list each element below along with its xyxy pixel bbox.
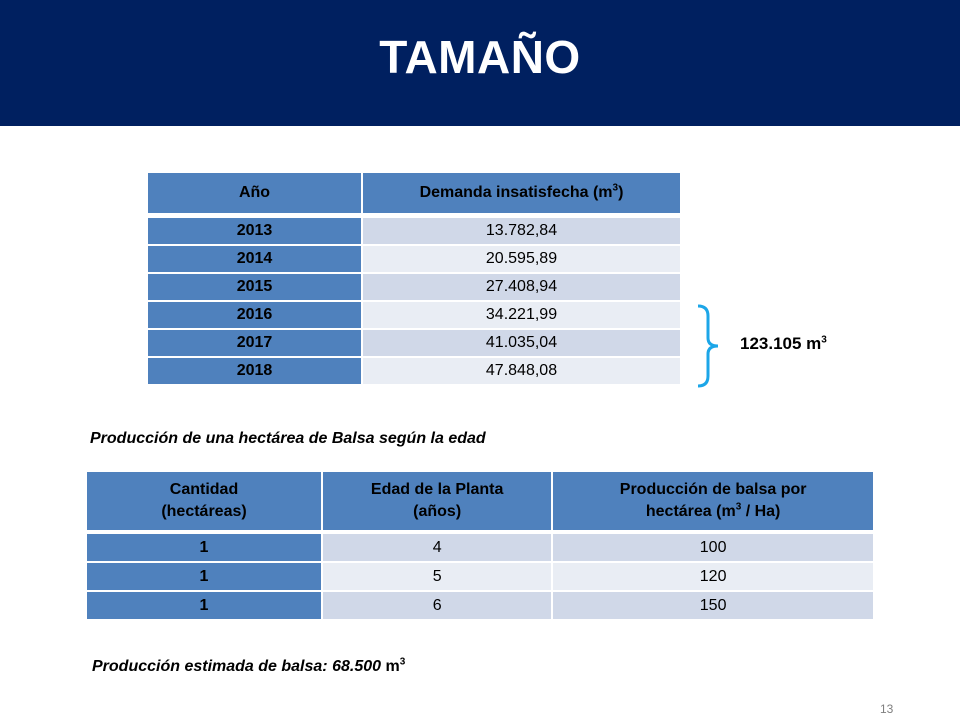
table-row bbox=[148, 246, 680, 274]
table-row bbox=[148, 302, 680, 330]
table-row bbox=[148, 218, 680, 246]
header-line: (hectáreas) bbox=[161, 503, 247, 520]
demand-header-close: ) bbox=[618, 184, 624, 201]
estimate-label: Producción estimada de balsa: 68.500 bbox=[92, 658, 382, 675]
cubic-sup: 3 bbox=[612, 182, 619, 194]
page-number: 13 bbox=[880, 702, 894, 716]
table-row bbox=[87, 563, 873, 592]
demand-cell: 13.782,84 bbox=[363, 218, 680, 246]
demand-table bbox=[148, 173, 680, 386]
table-row bbox=[87, 592, 873, 621]
production-column-header bbox=[553, 472, 873, 534]
production-cell: 150 bbox=[553, 592, 873, 621]
estimate-unit: m bbox=[381, 658, 400, 675]
estimated-production bbox=[92, 658, 405, 676]
age-column-header bbox=[323, 472, 553, 534]
header-line: Edad de la Planta bbox=[370, 481, 504, 498]
header-sup: 3 bbox=[735, 501, 742, 513]
demand-cell: 34.221,99 bbox=[363, 302, 680, 330]
table-row bbox=[87, 534, 873, 563]
quantity-column-header bbox=[87, 472, 323, 534]
table-row bbox=[148, 358, 680, 386]
production-cell: 100 bbox=[553, 534, 873, 563]
quantity-cell: 1 bbox=[87, 592, 323, 621]
year-cell: 2015 bbox=[148, 274, 363, 302]
total-sup: 3 bbox=[821, 334, 827, 346]
demand-cell: 27.408,94 bbox=[363, 274, 680, 302]
total-value: 123.105 m bbox=[740, 334, 822, 353]
total-demand-label bbox=[740, 334, 827, 354]
table-header-row bbox=[148, 173, 680, 218]
demand-cell: 20.595,89 bbox=[363, 246, 680, 274]
table-row bbox=[148, 330, 680, 358]
quantity-cell: 1 bbox=[87, 563, 323, 592]
age-cell: 5 bbox=[323, 563, 553, 592]
header-line: Producción de balsa por bbox=[619, 481, 807, 498]
age-cell: 6 bbox=[323, 592, 553, 621]
year-cell: 2017 bbox=[148, 330, 363, 358]
demand-cell: 47.848,08 bbox=[363, 358, 680, 386]
production-table bbox=[87, 472, 873, 621]
header-line: Cantidad bbox=[169, 481, 239, 498]
demand-header-text: Demanda insatisfecha (m bbox=[419, 184, 613, 201]
slide-title: TAMAÑO bbox=[379, 31, 581, 83]
year-cell: 2018 bbox=[148, 358, 363, 386]
table-header-row bbox=[87, 472, 873, 534]
production-cell: 120 bbox=[553, 563, 873, 592]
age-cell: 4 bbox=[323, 534, 553, 563]
demand-column-header bbox=[363, 173, 680, 218]
table-row bbox=[148, 274, 680, 302]
header-line: (años) bbox=[413, 503, 462, 520]
header-line: hectárea (m bbox=[645, 503, 736, 520]
year-cell: 2016 bbox=[148, 302, 363, 330]
demand-cell: 41.035,04 bbox=[363, 330, 680, 358]
year-cell: 2014 bbox=[148, 246, 363, 274]
header-line: / Ha) bbox=[741, 503, 781, 520]
production-caption: Producción de una hectárea de Balsa según la edad bbox=[90, 430, 486, 447]
estimate-sup: 3 bbox=[399, 656, 406, 668]
right-bracket-icon bbox=[696, 304, 720, 388]
year-cell: 2013 bbox=[148, 218, 363, 246]
quantity-cell: 1 bbox=[87, 534, 323, 563]
year-column-header: Año bbox=[148, 173, 363, 218]
